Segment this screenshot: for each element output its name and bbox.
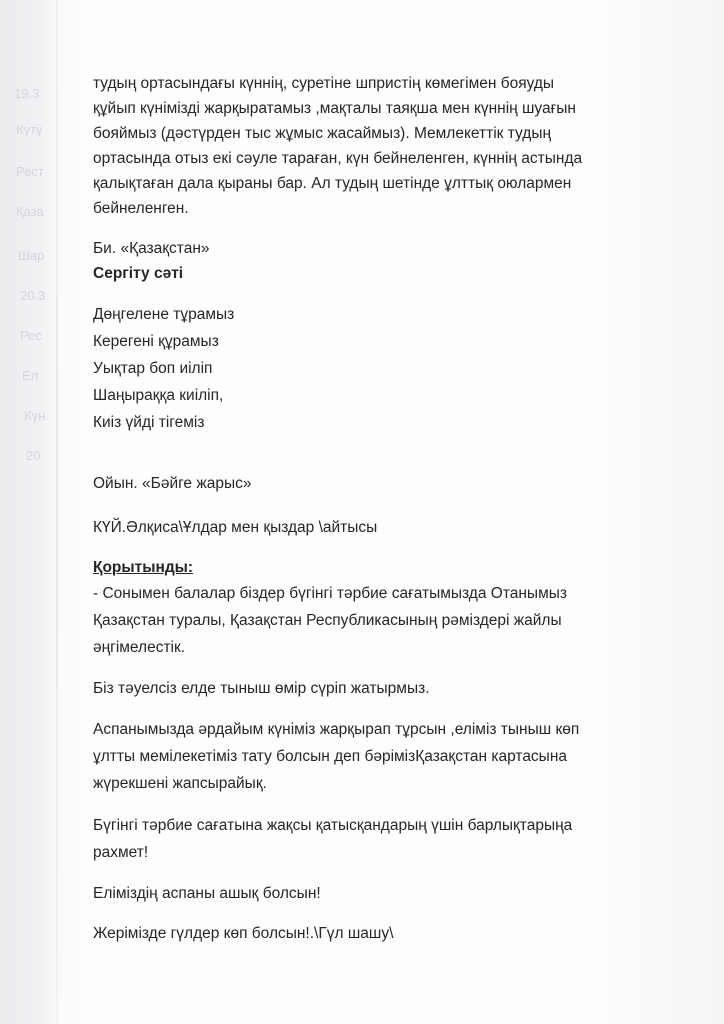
poem	[93, 301, 693, 436]
thanks-paragraph	[93, 812, 693, 866]
poem-line: Шаңыраққа киіліп,	[93, 387, 224, 404]
sky-line: ұлтты мемілекетіміз тату болсын деп бәрімізҚазақстан картасына	[93, 748, 568, 765]
intro-paragraph	[93, 71, 693, 221]
poem-line: Киіз үйді тігеміз	[93, 414, 205, 431]
intro-line: құйып күнімізді жарқыратамыз ,мақталы таяқша мен күннің шуағын	[93, 100, 576, 117]
dance-line: Би. «Қазақстан»	[93, 240, 210, 257]
document-body	[93, 71, 693, 946]
poem-line: Уықтар боп иіліп	[93, 360, 213, 377]
intro-line: ортасында отыз екі сәуле тараған, күн бейнеленген, күннің астында	[93, 150, 583, 167]
conclusion-line: Қазақстан туралы, Қазақстан Республикасының рәміздері жайлы	[93, 612, 562, 629]
sky-line: жүрекшені жапсырайық.	[93, 775, 267, 792]
conclusion-line: - Сонымен балалар біздер бүгінгі тәрбие сағатымызда Отанымыз	[93, 585, 567, 602]
game-line: Ойын. «Бәйге жарыс»	[93, 475, 252, 492]
conclusion-line: әңгімелестік.	[93, 639, 186, 656]
kui-line: КҮЙ.Әлқиса\Ұлдар мен қыздар \айтысы	[93, 519, 378, 536]
wish-line-2: Жерімізде гүлдер көп болсын!.\Гүл шашу\	[93, 925, 394, 942]
poem-line: Дөңгелене тұрамыз	[93, 306, 235, 323]
independence-line: Біз тәуелсіз елде тыныш өмір сүріп жатырмыз.	[93, 680, 430, 697]
thanks-line: рахмет!	[93, 844, 149, 861]
sergitu-heading: Сергіту сәті	[93, 265, 184, 282]
sky-line: Аспанымызда әрдайым күніміз жарқырап тұрсын ,еліміз тыныш көп	[93, 721, 580, 738]
intro-line: қалықтаған дала қыраны бар. Ал тудың шетінде ұлттық оюлармен	[93, 175, 572, 192]
page-fold-shadow	[56, 0, 58, 1024]
conclusion-heading: Қорытынды:	[93, 559, 194, 576]
sky-paragraph	[93, 716, 693, 797]
intro-line: тудың ортасындағы күннің, суретіне шпристің көмегімен бояуды	[93, 75, 555, 92]
bleed-through-margin: 19.3 Күтү Рест Қаза Шар 20.3 Рес Ел Күн 20	[0, 0, 54, 1024]
thanks-line: Бүгінгі тәрбие сағатына жақсы қатысқандарың үшін барлықтарыңа	[93, 817, 573, 834]
wish-line-1: Еліміздің аспаны ашық болсын!	[93, 885, 321, 902]
intro-line: бояймыз (дәстүрден тыс жұмыс жасаймыз). Мемлекеттік тудың	[93, 125, 552, 142]
conclusion-paragraph	[93, 580, 693, 661]
poem-line: Керегені құрамыз	[93, 333, 219, 350]
intro-line: бейнеленген.	[93, 200, 189, 217]
